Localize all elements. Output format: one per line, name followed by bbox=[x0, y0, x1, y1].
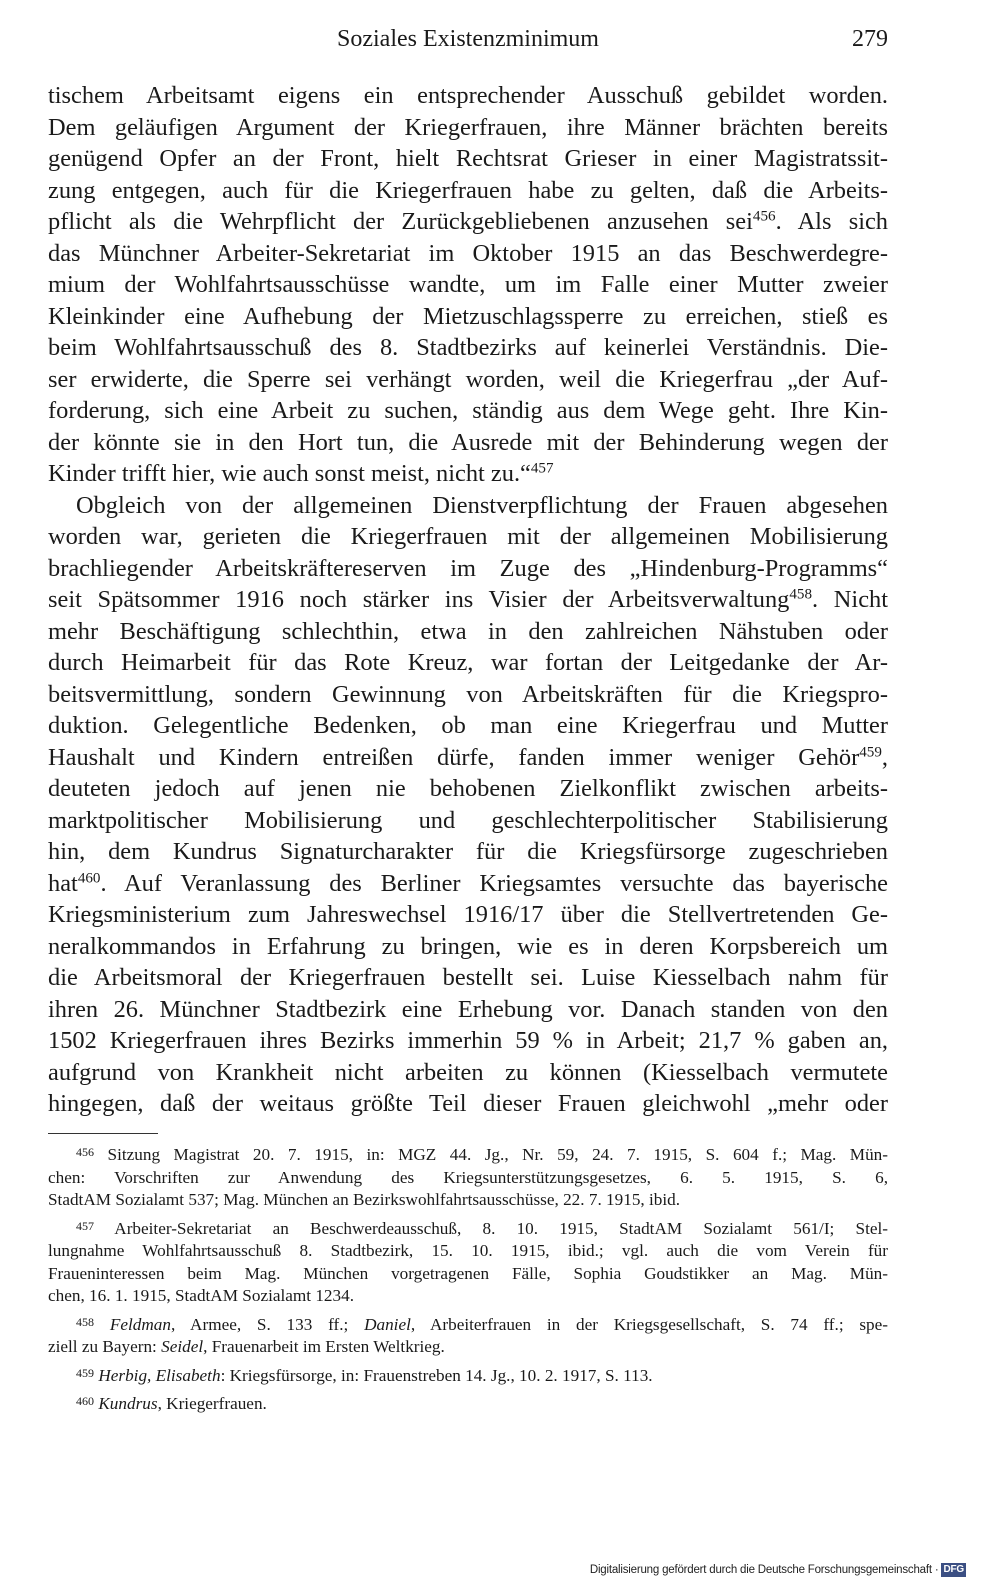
text-line: Dem geläufigen Argument der Kriegerfrauen, ihre Männer brächten bereits bbox=[48, 113, 888, 141]
footnote-458: $^{458}$ Feldman, Armee, S. 133 ff.; Daniel, Arbeiterfrauen in der Kriegsgesellschaft, S. 74 ff.; spe- bbox=[76, 1314, 888, 1334]
footnote-marker: 457 bbox=[530, 460, 554, 477]
text-line: hat$^{460}$. Auf Veranlassung des Berliner Kriegsamtes versuchte das bayerische bbox=[48, 869, 888, 897]
footnote-marker: 460 bbox=[77, 870, 101, 887]
text-line: ihren 26. Münchner Stadtbezirk eine Erhebung vor. Danach standen von den bbox=[48, 995, 888, 1023]
running-head bbox=[48, 22, 888, 56]
text-line: deuteten jedoch auf jenen nie behobenen Zielkonflikt zwischen arbeits- bbox=[48, 775, 888, 802]
footnote-separator bbox=[48, 1133, 158, 1134]
dfg-logo: DFG bbox=[943, 1563, 964, 1575]
text-line: Obgleich von der allgemeinen Dienstverpflichtung der Frauen abgesehen bbox=[76, 491, 888, 519]
text-line: marktpolitischer Mobilisierung und geschlechterpolitischer Stabilisierung bbox=[48, 806, 888, 834]
text-line: zung entgegen, auch für die Kriegerfrauen habe zu gelten, daß die Arbeits- bbox=[48, 176, 888, 204]
footnote-marker: 459 bbox=[859, 744, 882, 761]
footnotes bbox=[48, 1144, 888, 1416]
text-line: Kriegsministerium zum Jahreswechsel 1916/17 über die Stellvertretenden Ge- bbox=[48, 901, 888, 928]
text-line: aufgrund von Krankheit nicht arbeiten zu können (Kiesselbach vermutete bbox=[48, 1058, 888, 1086]
footnote-line: chen, 16. 1. 1915, StadtAM Sozialamt 1234. bbox=[48, 1286, 355, 1305]
running-title: Soziales Existenzminimum bbox=[337, 26, 599, 52]
page-number: 279 bbox=[852, 26, 888, 52]
text-line: das Münchner Arbeiter-Sekretariat im Oktober 1915 an das Beschwerdegre- bbox=[48, 239, 888, 267]
text-line: tischem Arbeitsamt eigens ein entsprechender Ausschuß gebildet worden. bbox=[48, 82, 888, 109]
text-line: durch Heimarbeit für das Rote Kreuz, war fortan der Leitgedanke der Ar- bbox=[48, 649, 888, 676]
text-line: Kleinkinder eine Aufhebung der Mietzuschlagssperre zu erreichen, stieß es bbox=[48, 302, 888, 330]
footnote-459: $^{459}$ Herbig, Elisabeth: Kriegsfürsorge, in: Frauenstreben 14. Jg., 10. 2. 1917, S. 113. bbox=[76, 1365, 653, 1385]
text-line: mehr Beschäftigung schlechthin, etwa in den zahlreichen Nähstuben oder bbox=[48, 617, 888, 645]
footnote-marker: 456 bbox=[752, 208, 776, 225]
footnote-line: chen: Vorschriften zur Anwendung des Kriegsunterstützungsgesetzes, 6. 5. 1915, S. 6, bbox=[48, 1167, 888, 1187]
text-line: forderung, sich eine Arbeit zu suchen, ständig aus dem Wege geht. Ihre Kin- bbox=[48, 397, 888, 424]
text-line: duktion. Gelegentliche Bedenken, ob man eine Kriegerfrau und Mutter bbox=[48, 712, 888, 739]
text-line: neralkommandos in Erfahrung zu bringen, wie es in deren Korpsbereich um bbox=[48, 932, 888, 960]
text-line: beim Wohlfahrtsausschuß des 8. Stadtbezirks auf keinerlei Verständnis. Die- bbox=[48, 334, 888, 361]
text-line: hingegen, daß der weitaus größte Teil dieser Frauen gleichwohl „mehr oder bbox=[48, 1090, 888, 1117]
text-line: 1502 Kriegerfrauen ihres Bezirks immerhin 59 % in Arbeit; 21,7 % gaben an, bbox=[48, 1027, 888, 1054]
footnote-line: StadtAM Sozialamt 537; Mag. München an Bezirkswohlfahrtsausschüsse, 22. 7. 1915, ibid. bbox=[48, 1190, 681, 1209]
text-line: mium der Wohlfahrtsausschüsse wandte, um im Falle einer Mutter zweier bbox=[48, 271, 888, 298]
footnote-456: $^{456}$ Sitzung Magistrat 20. 7. 1915, in: MGZ 44. Jg., Nr. 59, 24. 7. 1915, S. 604 f.; Mag. Mün- bbox=[76, 1144, 888, 1164]
text-line: beitsvermittlung, sondern Gewinnung von Arbeitskräften für die Kriegspro- bbox=[48, 680, 888, 708]
text-line: worden war, gerieten die Kriegerfrauen mit der allgemeinen Mobilisierung bbox=[48, 523, 888, 550]
digitization-credit bbox=[590, 1562, 966, 1578]
text-line: brachliegender Arbeitskräftereserven im Zuge des „Hindenburg-Programms“ bbox=[48, 554, 888, 582]
text-line: Kinder trifft hier, wie auch sonst meist, nicht zu.“$^{457}$ bbox=[48, 460, 554, 487]
text-line: ser erwiderte, die Sperre sei verhängt worden, weil die Kriegerfrau „der Auf- bbox=[48, 365, 888, 393]
credit-text: Digitalisierung gefördert durch die Deutsche Forschungsgemeinschaft · bbox=[589, 1564, 939, 1576]
footnote-457: $^{457}$ Arbeiter-Sekretariat an Beschwerdeausschuß, 8. 10. 1915, StadtAM Sozialamt 561/I; Stel- bbox=[76, 1218, 888, 1238]
body-text bbox=[48, 80, 888, 1120]
text-line: Haushalt und Kindern entreißen dürfe, fanden immer weniger Gehör$^{459}$, bbox=[48, 743, 888, 771]
text-line: die Arbeitsmoral der Kriegerfrauen bestellt sei. Luise Kiesselbach nahm für bbox=[48, 964, 888, 991]
text-line: seit Spätsommer 1916 noch stärker ins Visier der Arbeitsverwaltung$^{458}$. Nicht bbox=[48, 586, 888, 613]
text-line: pflicht als die Wehrpflicht der Zurückgebliebenen anzusehen sei$^{456}$. Als sich bbox=[48, 208, 888, 235]
text-line: genügend Opfer an der Front, hielt Rechtsrat Grieser in einer Magistratssit- bbox=[48, 145, 888, 172]
footnote-line: ziell zu Bayern: Seidel, Frauenarbeit im Ersten Weltkrieg. bbox=[48, 1337, 445, 1356]
footnote-line: lungnahme Wohlfahrtsausschuß 8. Stadtbezirk, 15. 10. 1915, ibid.; vgl. auch die vom Verein für bbox=[48, 1241, 888, 1260]
footnote-460: $^{460}$ Kundrus, Kriegerfrauen. bbox=[76, 1393, 267, 1413]
text-line: der könnte sie in den Hort tun, die Ausrede mit der Behinderung wegen der bbox=[48, 428, 888, 456]
footnote-line: Fraueninteressen beim Mag. München vorgetragenen Fälle, Sophia Goudstikker an Mag. Mün- bbox=[48, 1263, 888, 1283]
text-line: hin, dem Kundrus Signaturcharakter für die Kriegsfürsorge zugeschrieben bbox=[48, 838, 888, 865]
footnote-marker: 458 bbox=[789, 586, 813, 603]
